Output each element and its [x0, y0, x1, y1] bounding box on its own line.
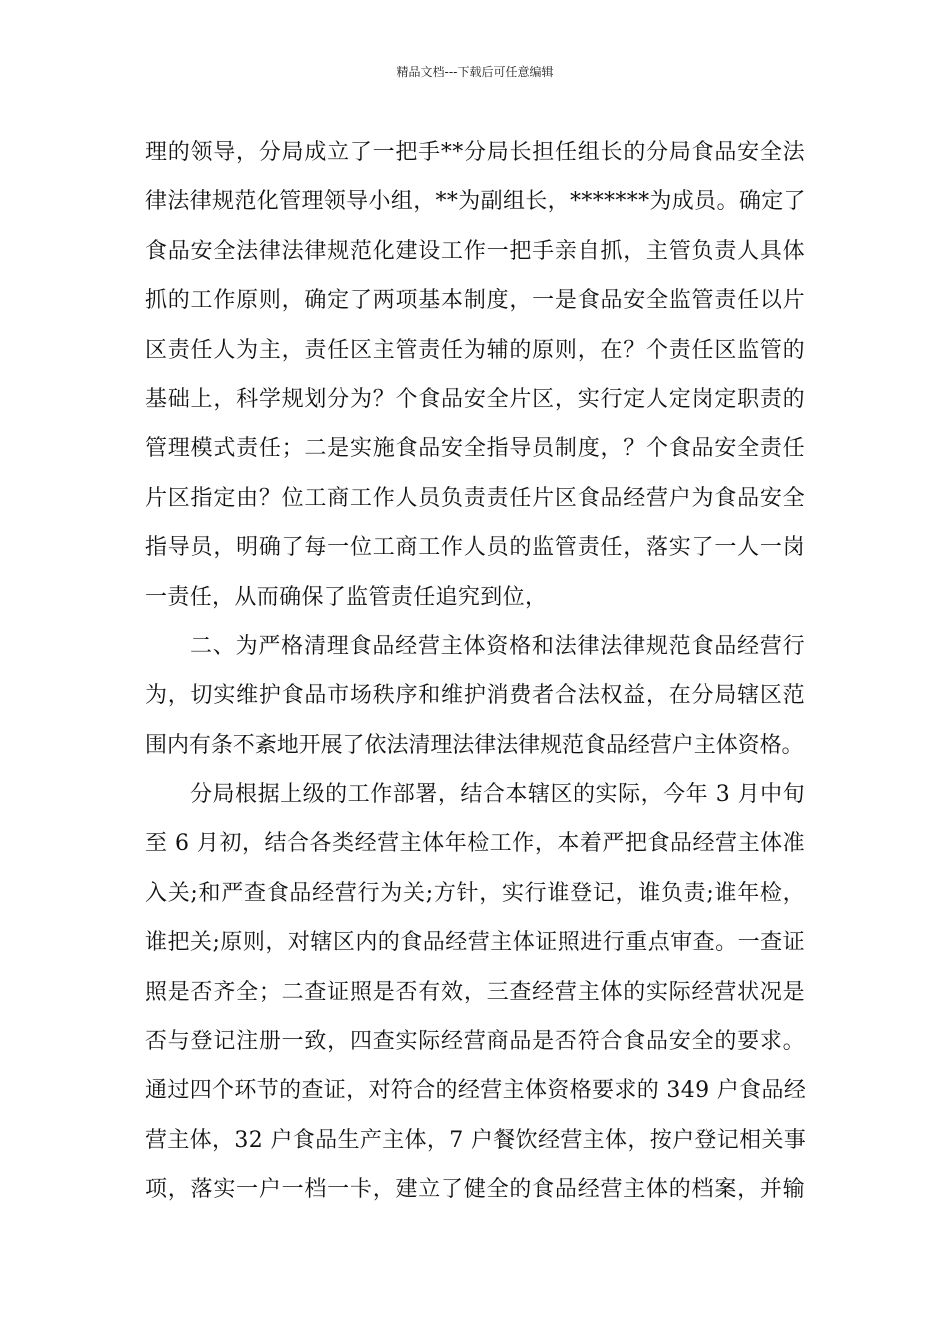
- text-line: 为，切实维护食品市场秩序和维护消费者合法权益，在分局辖区范: [145, 683, 805, 709]
- text-line: 片区指定由？位工商工作人员负责责任片区食品经营户为食品安全: [145, 485, 805, 511]
- page-header: 精品文档---下载后可任意编辑: [396, 65, 554, 79]
- text-line: 管理模式责任；二是实施食品安全指导员制度，？个食品安全责任: [145, 436, 805, 462]
- text-line: 至 6 月初，结合各类经营主体年检工作，本着严把食品经营主体准: [145, 831, 805, 857]
- text-line: 基础上，科学规划分为？个食品安全片区，实行定人定岗定职责的: [145, 386, 805, 412]
- document-body: [145, 128, 805, 1215]
- text-line: 指导员，明确了每一位工商工作人员的监管责任，落实了一人一岗: [145, 535, 805, 561]
- text-line: 通过四个环节的查证，对符合的经营主体资格要求的 349 户食品经: [145, 1078, 807, 1104]
- text-line: 照是否齐全；二查证照是否有效，三查经营主体的实际经营状况是: [145, 979, 805, 1005]
- text-line: 谁把关;原则，对辖区内的食品经营主体证照进行重点审查。一查证: [145, 930, 805, 956]
- text-line: 营主体，32 户食品生产主体，7 户餐饮经营主体，按户登记相关事: [145, 1127, 807, 1153]
- text-line: 抓的工作原则，确定了两项基本制度，一是食品安全监管责任以片: [145, 288, 805, 314]
- text-line: 食品安全法律法律规范化建设工作一把手亲自抓，主管负责人具体: [145, 238, 805, 264]
- text-line: 理的领导，分局成立了一把手**分局长担任组长的分局食品安全法: [145, 140, 805, 165]
- text-line: 围内有条不紊地开展了依法清理法律法律规范食品经营户主体资格。: [145, 732, 804, 758]
- text-line: 否与登记注册一致，四查实际经营商品是否符合食品安全的要求。: [145, 1029, 805, 1055]
- text-line: 律法律规范化管理领导小组，**为副组长，*******为成员。确定了: [145, 189, 806, 215]
- paragraph-start-line: 二、为严格清理食品经营主体资格和法律法律规范食品经营行: [190, 633, 805, 659]
- text-line: 区责任人为主，责任区主管责任为辅的原则，在？个责任区监管的: [145, 337, 805, 363]
- text-line: 入关;和严查食品经营行为关;方针，实行谁登记，谁负责;谁年检，: [145, 880, 805, 906]
- text-line: 项，落实一户一档一卡，建立了健全的食品经营主体的档案，并输: [145, 1177, 805, 1203]
- paragraph-start-line: 分局根据上级的工作部署，结合本辖区的实际，今年 3 月中旬: [190, 782, 805, 808]
- text-line: 一责任，从而确保了监管责任追究到位，: [145, 584, 548, 610]
